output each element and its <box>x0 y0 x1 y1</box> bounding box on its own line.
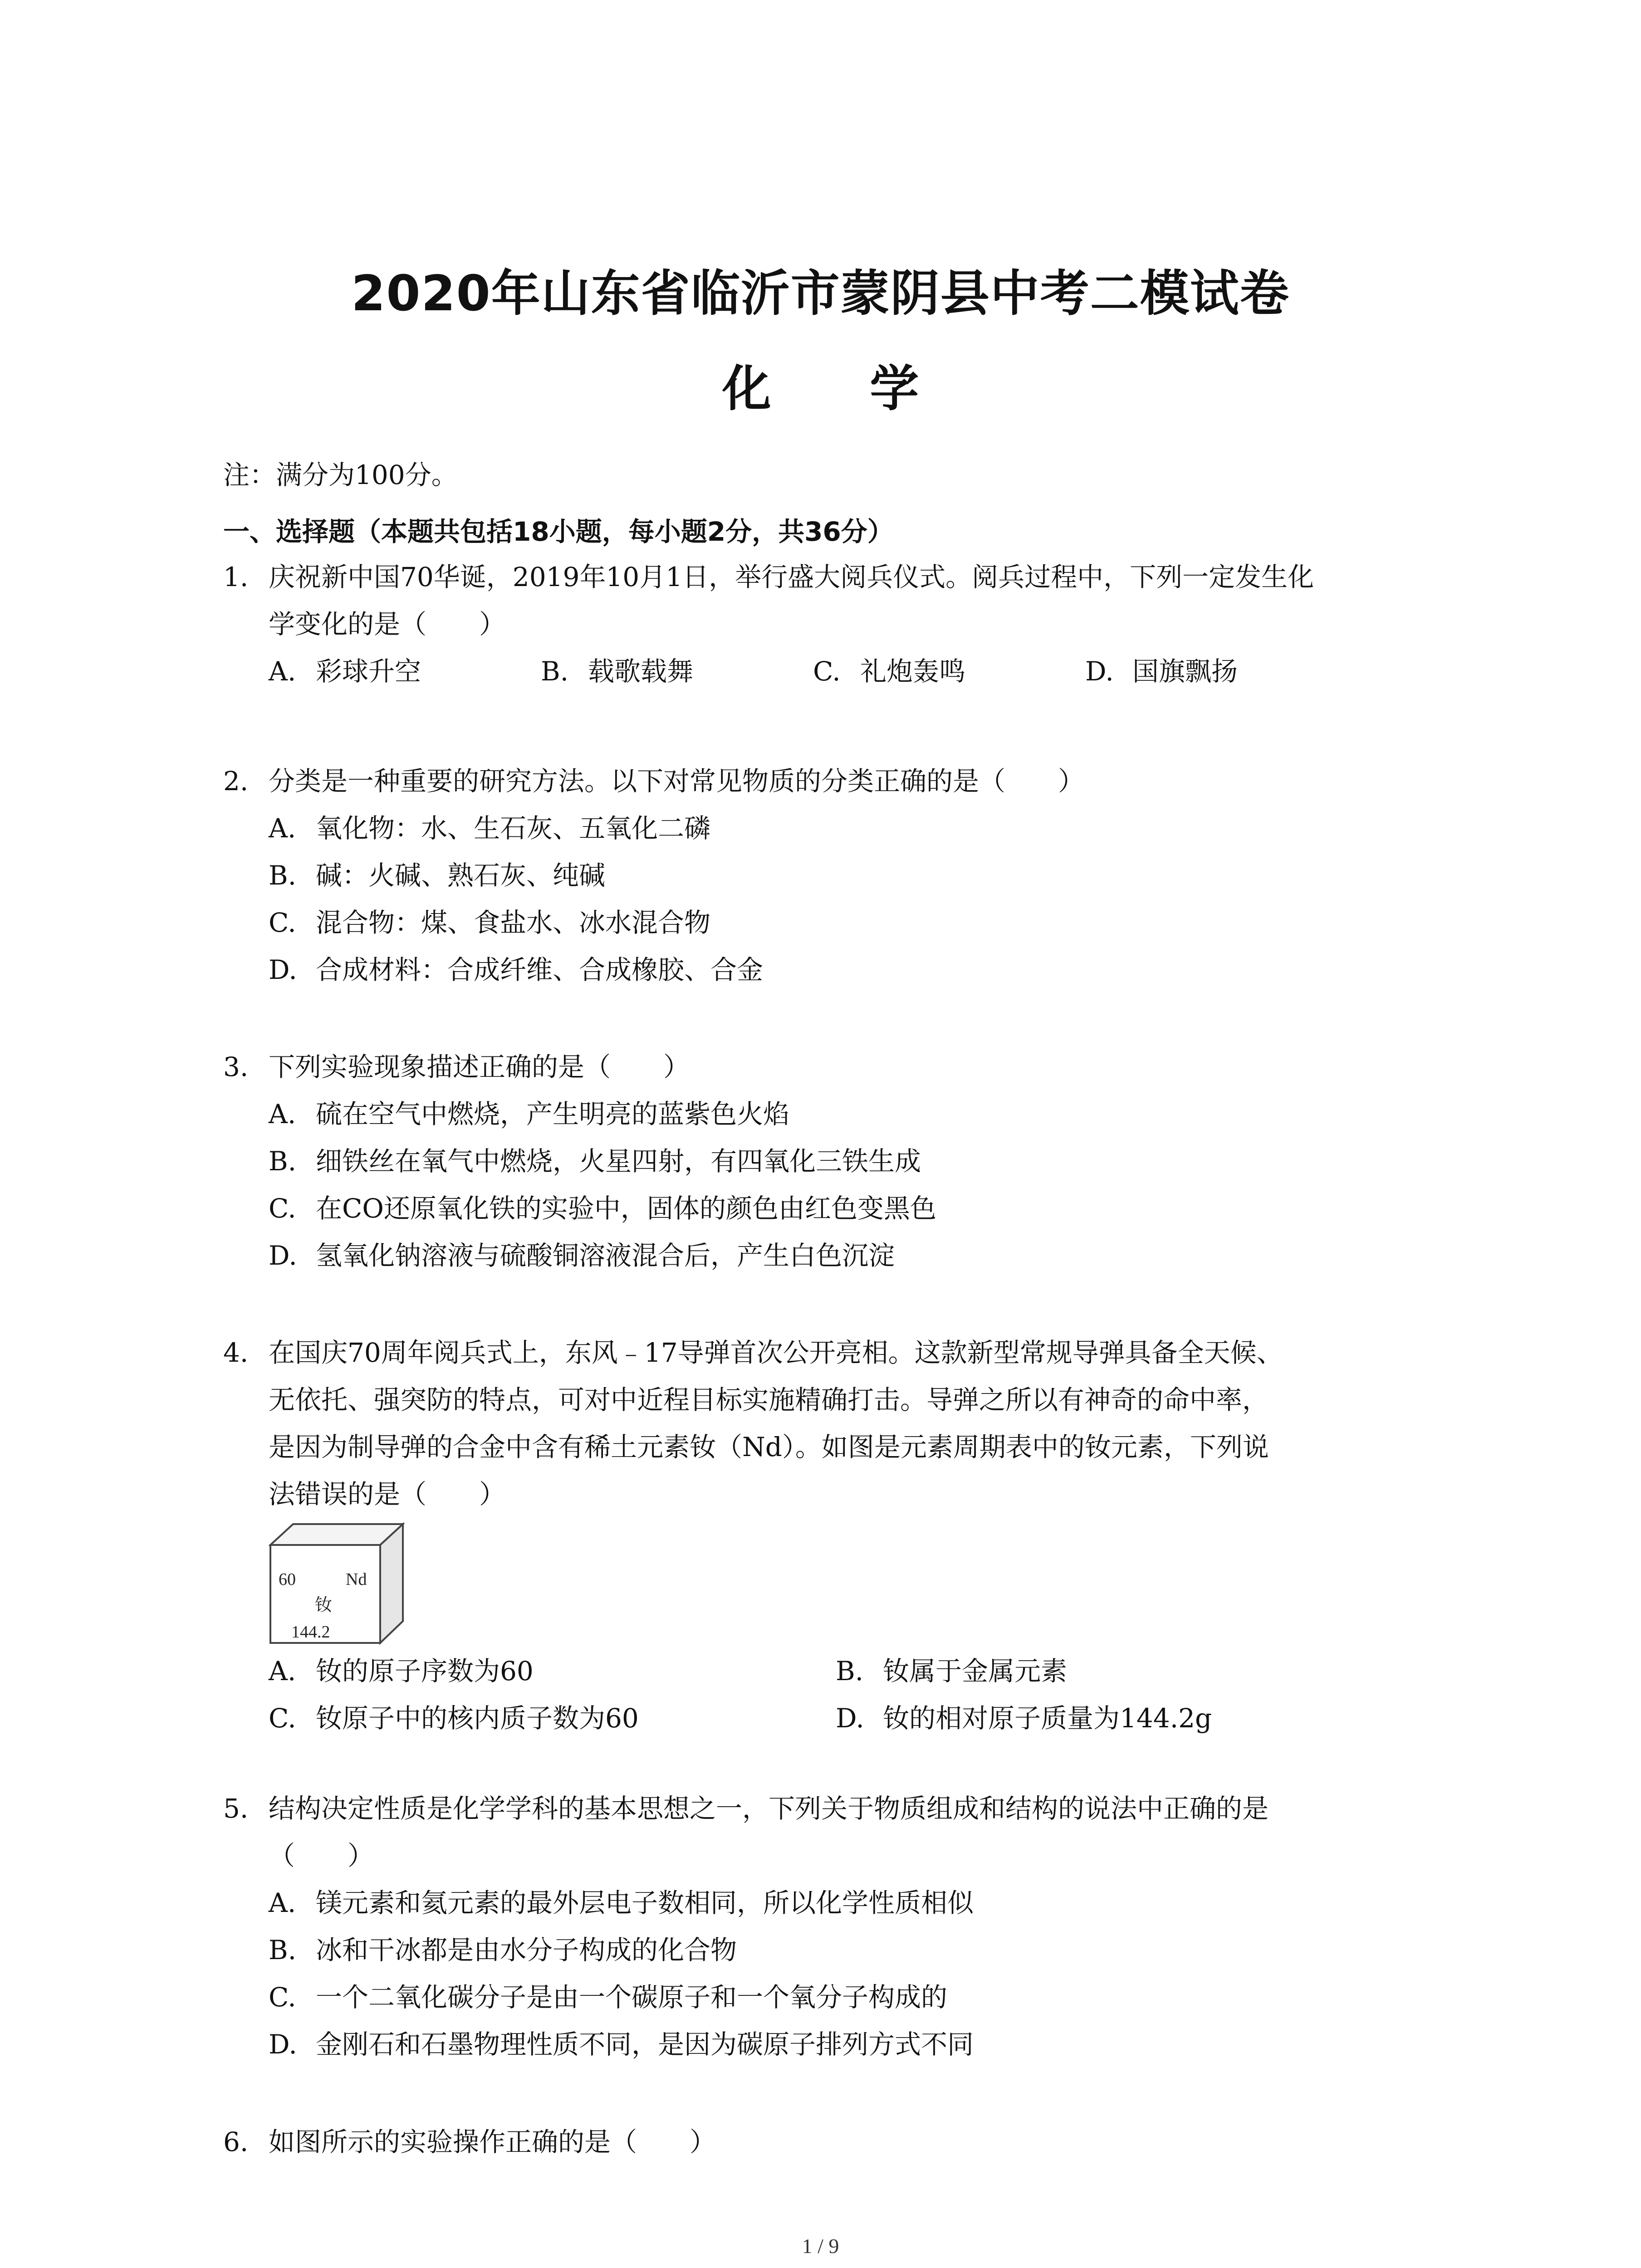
atomic-mass: 144.2 <box>291 1623 330 1642</box>
question-number: 4. <box>223 1337 249 1368</box>
stem-line: 分类是一种重要的研究方法。以下对常见物质的分类正确的是（ ） <box>269 766 1085 797</box>
stem-line: （ ） <box>269 1840 374 1871</box>
question-number: 6. <box>223 2126 249 2157</box>
option-a: A. 氧化物：水、生石灰、五氧化二磷 <box>269 813 711 844</box>
stem-line: 法错误的是（ ） <box>269 1479 506 1510</box>
question-1 <box>223 553 1448 695</box>
page-number: 1 / 9 <box>802 2234 839 2258</box>
score-note: 注：满分为100分。 <box>223 459 458 490</box>
question-stem <box>269 2118 1448 2165</box>
atomic-number: 60 <box>279 1570 296 1589</box>
question-number: 3. <box>223 1051 249 1082</box>
option-d: D. 金刚石和石墨物理性质不同，是因为碳原子排列方式不同 <box>269 2029 974 2060</box>
element-tile-figure <box>269 1522 405 1645</box>
option-a: A. 彩球升空 <box>269 656 421 687</box>
question-4 <box>223 1329 1448 1742</box>
option-c: C. 一个二氧化碳分子是由一个碳原子和一个氧分子构成的 <box>269 1982 948 2013</box>
stem-line: 在国庆70周年阅兵式上，东风﹣17导弹首次公开亮相。这款新型常规导弹具备全天候、 <box>269 1337 1283 1368</box>
option-c: C. 钕原子中的核内质子数为60 <box>269 1703 639 1734</box>
element-symbol: Nd <box>346 1570 367 1589</box>
options-row <box>269 1695 1448 1742</box>
option-a: A. 钕的原子序数为60 <box>269 1656 534 1686</box>
stem-line: 庆祝新中国70华诞，2019年10月1日，举行盛大阅兵仪式。阅兵过程中，下列一定发生化 <box>269 562 1314 592</box>
options-row <box>269 648 1448 695</box>
stem-line: 无依托、强突防的特点，可对中近程目标实施精确打击。导弹之所以有神奇的命中率， <box>269 1384 1269 1415</box>
question-number: 5. <box>223 1793 249 1824</box>
stem-line: 学变化的是（ ） <box>269 609 506 640</box>
question-number: 1. <box>223 562 249 592</box>
exam-title: 2020年山东省临沂市蒙阴县中考二模试卷 <box>351 265 1290 322</box>
option-a: A. 镁元素和氦元素的最外层电子数相同，所以化学性质相似 <box>269 1887 974 1918</box>
options-list <box>269 805 1448 993</box>
option-c: C. 混合物：煤、食盐水、冰水混合物 <box>269 907 711 938</box>
option-b: B. 载歌载舞 <box>541 656 694 687</box>
question-6 <box>223 2118 1448 2165</box>
option-d: D. 氢氧化钠溶液与硫酸铜溶液混合后，产生白色沉淀 <box>269 1240 895 1271</box>
stem-line: 结构决定性质是化学学科的基本思想之一，下列关于物质组成和结构的说法中正确的是 <box>269 1793 1269 1824</box>
question-5 <box>223 1785 1448 2068</box>
question-number: 2. <box>223 766 249 797</box>
question-2 <box>223 758 1448 993</box>
stem-line: 下列实验现象描述正确的是（ ） <box>269 1051 690 1082</box>
option-d: D. 合成材料：合成纤维、合成橡胶、合金 <box>269 954 764 985</box>
option-d: D. 钕的相对原子质量为144.2g <box>836 1703 1212 1734</box>
question-stem <box>269 1785 1448 1879</box>
option-b: B. 细铁丝在氧气中燃烧，火星四射，有四氧化三铁生成 <box>269 1146 921 1177</box>
question-stem <box>269 1329 1448 1518</box>
option-b: B. 冰和干冰都是由水分子构成的化合物 <box>269 1935 737 1965</box>
element-name: 钕 <box>315 1595 333 1615</box>
option-b: B. 钕属于金属元素 <box>836 1656 1068 1686</box>
section-heading: 一、选择题（本题共包括18小题，每小题2分，共36分） <box>223 516 894 547</box>
option-c: C. 礼炮轰鸣 <box>813 656 966 687</box>
question-stem <box>269 1043 1448 1090</box>
option-c: C. 在CO还原氧化铁的实验中，固体的颜色由红色变黑色 <box>269 1193 936 1224</box>
option-d: D. 国旗飘扬 <box>1085 656 1238 687</box>
options-list <box>269 1090 1448 1279</box>
option-b: B. 碱：火碱、熟石灰、纯碱 <box>269 860 606 891</box>
options-row <box>269 1647 1448 1695</box>
question-stem <box>269 758 1448 805</box>
option-a: A. 硫在空气中燃烧，产生明亮的蓝紫色火焰 <box>269 1099 790 1129</box>
stem-line: 是因为制导弹的合金中含有稀土元素钕（Nd）。如图是元素周期表中的钕元素，下列说 <box>269 1432 1269 1462</box>
exam-subject: 化 学 <box>722 361 960 417</box>
question-3 <box>223 1043 1448 1279</box>
question-stem <box>269 553 1448 648</box>
stem-line: 如图所示的实验操作正确的是（ ） <box>269 2126 716 2157</box>
options-list <box>269 1879 1448 2068</box>
